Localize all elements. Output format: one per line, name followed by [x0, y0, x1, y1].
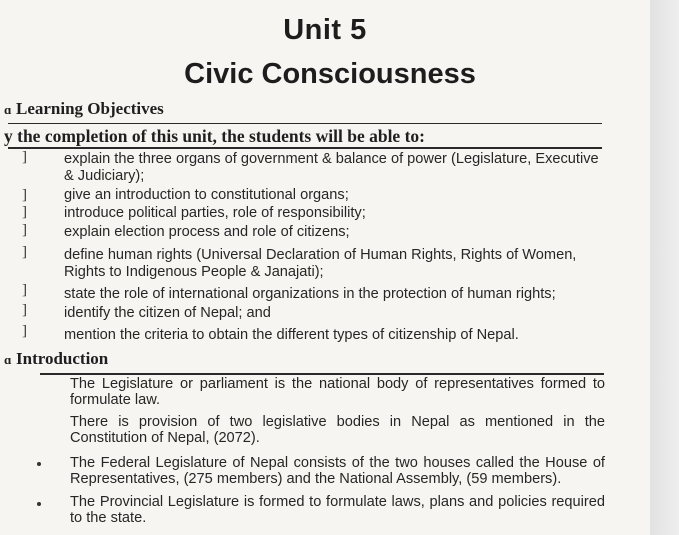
objectives-heading-text: Learning Objectives: [16, 99, 164, 118]
objective-item: explain election process and role of citizens;: [64, 224, 350, 240]
introduction-heading-text: Introduction: [16, 349, 109, 368]
objectives-heading: [4, 99, 164, 119]
checkbox-icon: ]: [22, 149, 27, 165]
page-edge: [650, 0, 679, 535]
objective-item: explain the three organs of government & balance of power (Legislature, Executive & Judiciary);: [64, 151, 599, 184]
checkbox-icon: ]: [22, 187, 27, 203]
intro-paragraph: The Legislature or parliament is the national body of representatives formed to formulate law.: [70, 376, 605, 408]
intro-paragraph: The Federal Legislature of Nepal consists of the two houses called the House of Representatives, (275 members) and the National Assembly, (59 members).: [70, 455, 605, 487]
objective-item: give an introduction to constitutional organs;: [64, 187, 349, 203]
objective-item: introduce political parties, role of responsibility;: [64, 205, 366, 221]
unit-title: Civic Consciousness: [184, 58, 476, 90]
objective-item: define human rights (Universal Declaration of Human Rights, Rights of Women, Rights to Indigenous People & Janajati);: [64, 247, 577, 280]
section-marker-icon: ɑ: [4, 102, 12, 117]
unit-number: Unit 5: [283, 14, 367, 46]
objectives-rule-top: [8, 123, 602, 124]
checkbox-icon: ]: [22, 302, 27, 318]
objectives-intro: y the completion of this unit, the students will be able to:: [4, 126, 425, 146]
bullet-icon: [37, 462, 41, 466]
checkbox-icon: ]: [22, 244, 27, 260]
intro-paragraph: The Provincial Legislature is formed to formulate laws, plans and policies required to the state.: [70, 494, 605, 526]
objective-item: identify the citizen of Nepal; and: [64, 305, 271, 321]
checkbox-icon: ]: [22, 323, 27, 339]
introduction-heading: [4, 349, 108, 369]
introduction-rule: [40, 373, 604, 375]
checkbox-icon: ]: [22, 282, 27, 298]
objectives-rule: [8, 147, 602, 149]
section-marker-icon: ɑ: [4, 352, 12, 367]
checkbox-icon: ]: [22, 222, 27, 238]
bullet-icon: [37, 502, 41, 506]
objective-item: state the role of international organizations in the protection of human rights;: [64, 286, 556, 302]
intro-paragraph: There is provision of two legislative bodies in Nepal as mentioned in the Constitution of Nepal, (2072).: [70, 414, 605, 446]
checkbox-icon: ]: [22, 204, 27, 220]
objective-item: mention the criteria to obtain the different types of citizenship of Nepal.: [64, 327, 519, 343]
